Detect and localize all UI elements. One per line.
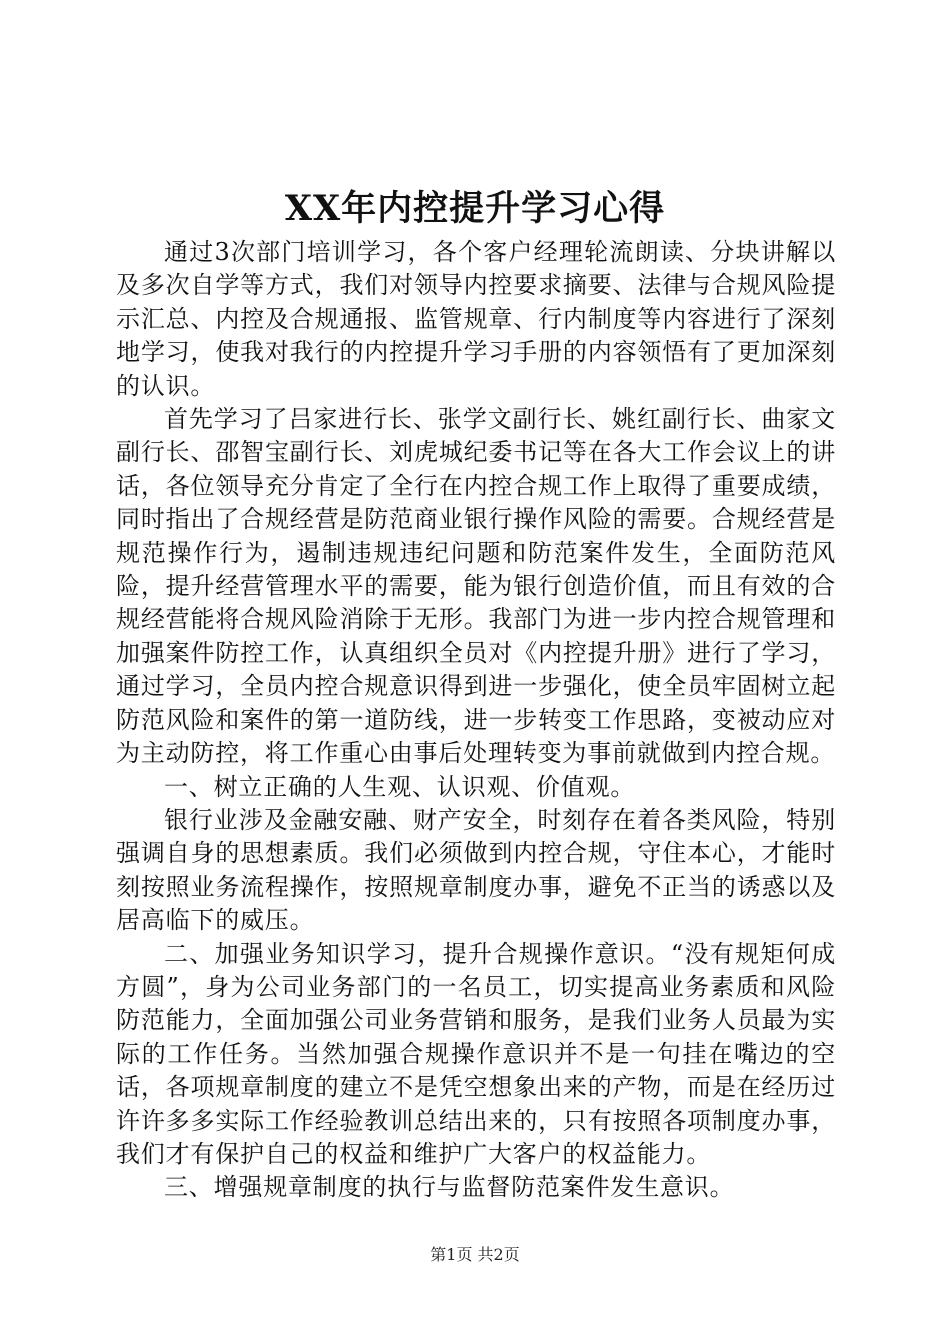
paragraph-leaders-speech: 首先学习了吕家进行长、张学文副行长、姚红副行长、曲家文副行长、邵智宝副行长、刘虎城纪委书记等在各大工作会议上的讲话，各位领导充分肯定了全行在内控合规工作上取得了重要成绩，同时指出了合规经营是防范商业银行操作风险的需要。合规经营是规范操作行为，遏制违规违纪问题和防范案件发生，全面防范风险，提升经营管理水平的需要，能为银行创造价值，而且有效的合规经营能将合规风险消除于无形。我部门为进一步内控合规管理和加强案件防控工作，认真组织全员对《内控提升册》进行了学习，通过学习，全员内控合规意识得到进一步强化，使全员牢固树立起防范风险和案件的第一道防线，进一步转变工作思路，变被动应对为主动防控，将工作重心由事后处理转变为事前就做到内控合规。 bbox=[116, 405, 836, 768]
paragraph-intro: 通过3次部门培训学习，各个客户经理轮流朗读、分块讲解以及多次自学等方式，我们对领导内控要求摘要、法律与合规风险提示汇总、内控及合规通报、监管规章、行内制度等内容进行了深刻地学习，使我对我行的内控提升学习手册的内容领悟有了更加深刻的认识。 bbox=[116, 238, 836, 400]
section-heading-3: 三、增强规章制度的执行与监督防范案件发生意识。 bbox=[164, 1173, 735, 1202]
paragraph-section-1: 银行业涉及金融安融、财产安全，时刻存在着各类风险，特别强调自身的思想素质。我们必须做到内控合规，守住本心，才能时刻按照业务流程操作，按照规章制度办事，避免不正当的诱惑以及居高临下的威压。 bbox=[116, 805, 836, 935]
page-footer: 第1页 共2页 bbox=[430, 1245, 520, 1264]
section-heading-1: 一、树立正确的人生观、认识观、价值观。 bbox=[164, 772, 636, 801]
document-body bbox=[116, 236, 836, 1205]
document-title: XX年内控提升学习心得 bbox=[284, 188, 666, 229]
paragraph-section-2: 二、加强业务知识学习，提升合规操作意识。“没有规矩何成方圆”，身为公司业务部门的一名员工，切实提高业务素质和风险防范能力，全面加强公司业务营销和服务，是我们业务人员最为实际的工作任务。当然加强合规操作意识并不是一句挂在嘴边的空话，各项规章制度的建立不是凭空想象出来的产物，而是在经历过许许多多实际工作经验教训总结出来的，只有按照各项制度办事，我们才有保护自己的权益和维护广大客户的权益能力。 bbox=[116, 939, 836, 1168]
